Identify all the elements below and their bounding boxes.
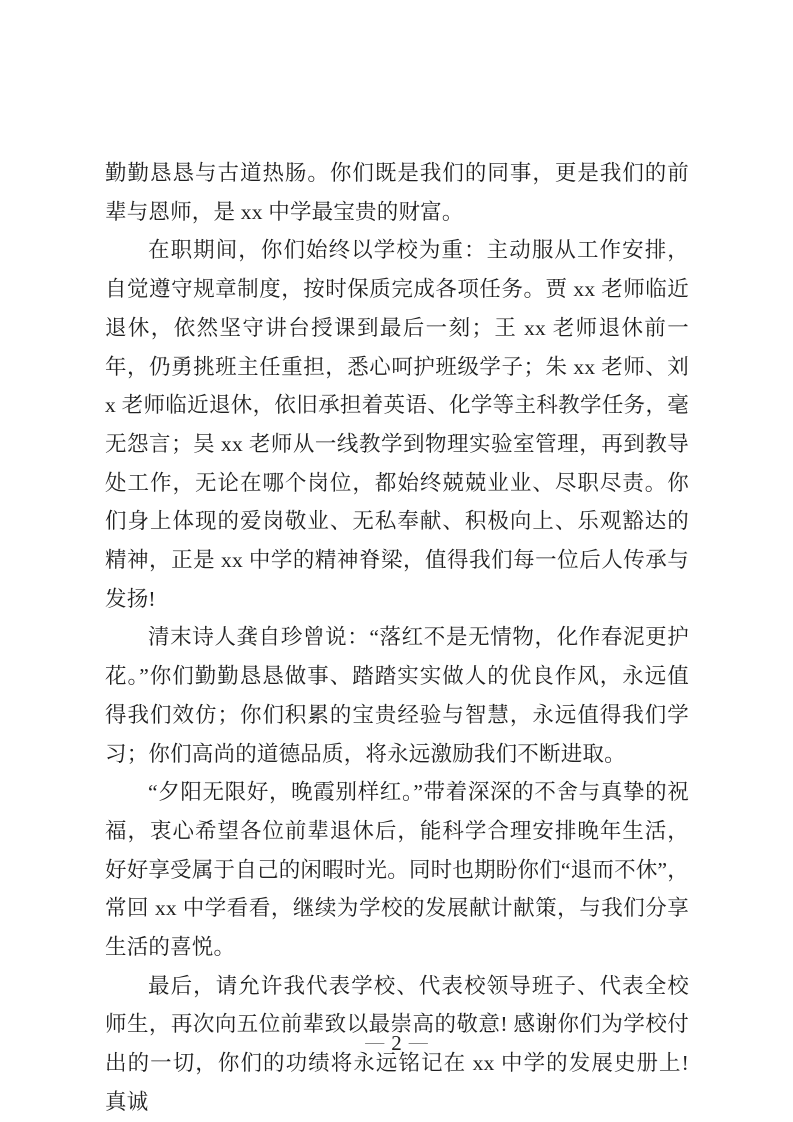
page-footer <box>0 1031 793 1057</box>
paragraph-retirement-wishes: “夕阳无限好，晚霞别样红。”带着深深的不舍与真挚的祝福，衷心希望各位前辈退休后，能科学合理安排晚年生活，好好享受属于自己的闲暇时光。同时也期盼你们“退而不休”，常回 xx 中学看看，继续为学校的发展献计献策，与我们分享生活的喜悦。 <box>105 780 689 960</box>
paragraph-work-dedication: 在职期间，你们始终以学校为重：主动服从工作安排，自觉遵守规章制度，按时保质完成各项任务。贾 xx 老师临近退休，依然坚守讲台授课到最后一刻；王 xx 老师退休前一年，仍勇挑班主任重担，悉心呵护班级学子；朱 xx 老师、刘 x 老师临近退休，依旧承担着英语、化学等主科教学任务，毫无怨言；吴 xx 老师从一线教学到物理实验室管理，再到教导处工作，无论在哪个岗位，都始终兢兢业业、尽职尽责。你们身上体现的爱岗敬业、无私奉献、积极向上、乐观豁达的精神，正是 xx 中学的精神脊梁，值得我们每一位后人传承与发扬! <box>105 238 689 611</box>
document-body <box>105 154 689 1122</box>
footer-right-dash: — <box>408 1032 428 1053</box>
paragraph-final-tribute: 最后，请允许我代表学校、代表校领导班子、代表全校师生，再次向五位前辈致以最崇高的敬意! 感谢你们为学校付出的一切，你们的功绩将永远铭记在 xx 中学的发展史册上! 真诚 <box>105 973 689 1114</box>
footer-left-dash: — <box>365 1032 385 1053</box>
paragraph-continuation: 勤勤恳恳与古道热肠。你们既是我们的同事，更是我们的前辈与恩师，是 xx 中学最宝贵的财富。 <box>105 161 689 224</box>
paragraph-poem-quote: 清末诗人龚自珍曾说：“落红不是无情物，化作春泥更护花。”你们勤勤恳恳做事、踏踏实实做人的优良作风，永远值得我们效仿；你们积累的宝贵经验与智慧，永远值得我们学习；你们高尚的道德品质，将永远激励我们不断进取。 <box>105 625 689 766</box>
page-number: 2 <box>391 1031 402 1055</box>
